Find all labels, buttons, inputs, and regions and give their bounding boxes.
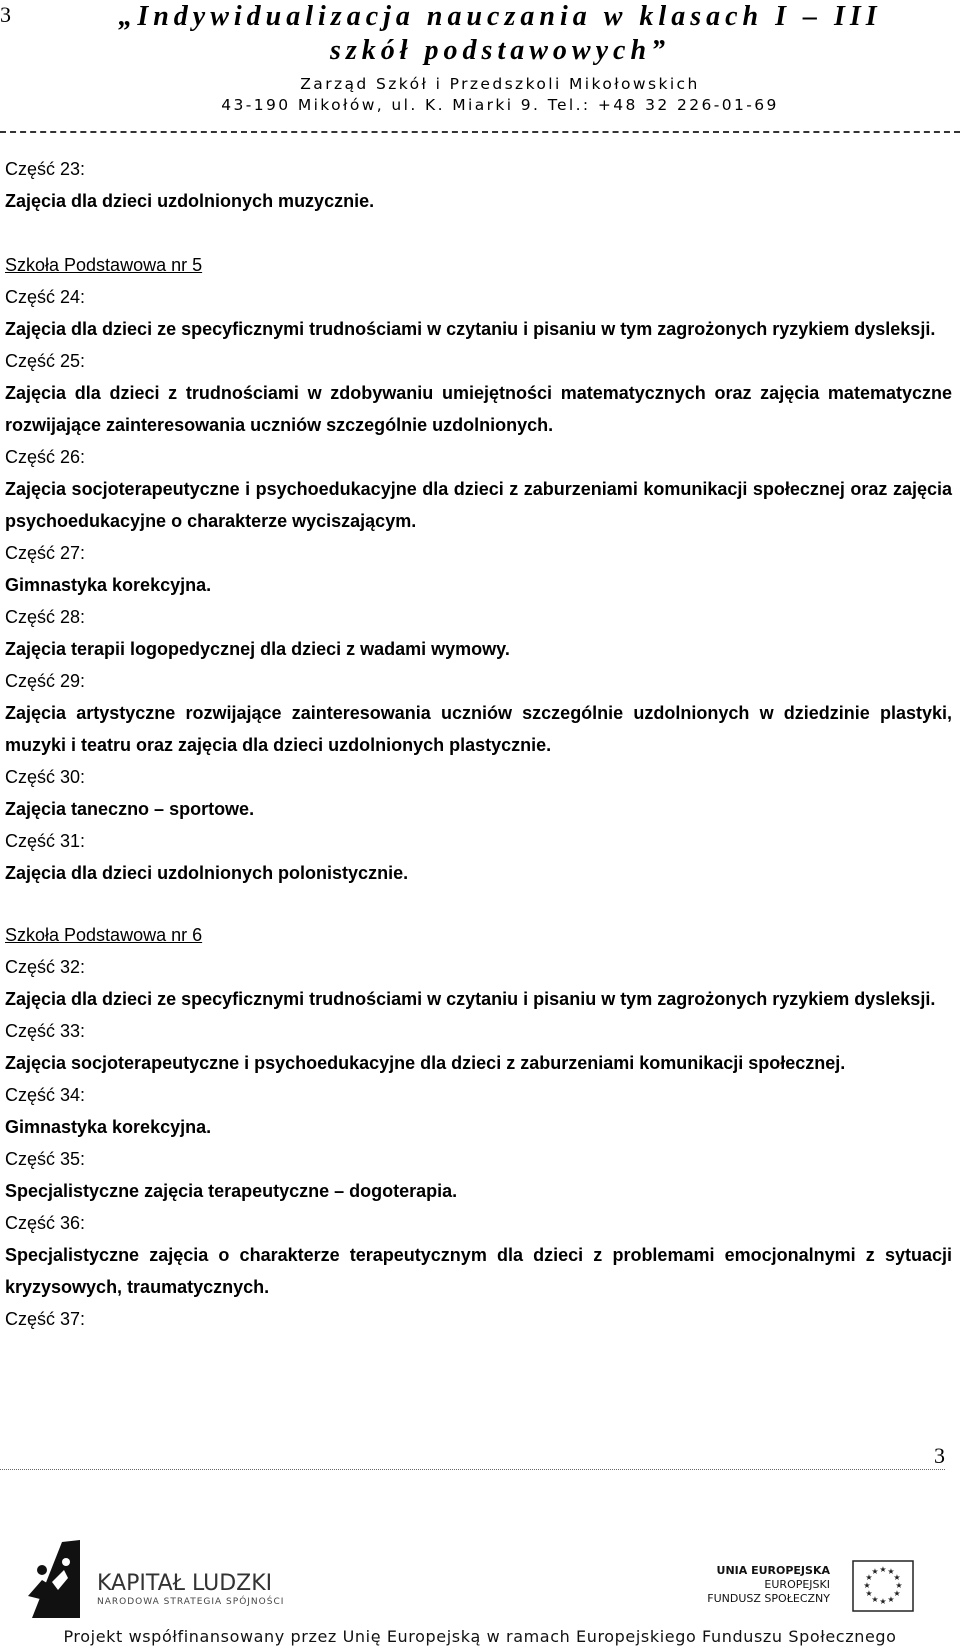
part-label: Część 24: bbox=[5, 287, 86, 307]
part-label: Część 31: bbox=[5, 831, 86, 851]
eu-union-label: UNIA EUROPEJSKA bbox=[716, 1564, 830, 1577]
part-label: Część 29: bbox=[5, 671, 86, 691]
part-label: Część 27: bbox=[5, 543, 86, 563]
part-label: Część 37: bbox=[5, 1309, 86, 1329]
part-description: Zajęcia terapii logopedycznej dla dzieci z wadami wymowy. bbox=[5, 639, 510, 659]
part-label: Część 33: bbox=[5, 1021, 86, 1041]
part-label: Część 35: bbox=[5, 1149, 86, 1169]
svg-text:★: ★ bbox=[865, 1573, 873, 1582]
part-description: Zajęcia taneczno – sportowe. bbox=[5, 799, 255, 819]
eu-fund-line2: FUNDUSZ SPOŁECZNY bbox=[707, 1592, 830, 1605]
part-description: Zajęcia dla dzieci uzdolnionych muzycznie. bbox=[5, 191, 375, 211]
school-heading: Szkoła Podstawowa nr 5 bbox=[5, 255, 203, 275]
school-heading: Szkoła Podstawowa nr 6 bbox=[5, 925, 203, 945]
part-description: Gimnastyka korekcyjna. bbox=[5, 575, 212, 595]
eu-flag-icon bbox=[852, 1560, 914, 1612]
part-label: Część 36: bbox=[5, 1213, 86, 1233]
svg-text:★: ★ bbox=[887, 1567, 895, 1576]
footer-project-note: Projekt współfinansowany przez Unię Europejską w ramach Europejskiego Funduszu Społecznego bbox=[63, 1627, 897, 1646]
part-label: Część 26: bbox=[5, 447, 86, 467]
header-title-line2: szkół podstawowych” bbox=[329, 35, 671, 66]
svg-text:★: ★ bbox=[879, 1565, 887, 1574]
part-label: Część 25: bbox=[5, 351, 86, 371]
eu-fund-line1: EUROPEJSKI bbox=[764, 1578, 830, 1591]
svg-text:★: ★ bbox=[893, 1573, 901, 1582]
kapital-ludzki-logo-icon bbox=[22, 1540, 82, 1620]
svg-text:★: ★ bbox=[863, 1581, 871, 1590]
part-description: Zajęcia dla dzieci ze specyficznymi trudnościami w czytaniu i pisaniu w tym zagrożonych ryzykiem dysleksji. bbox=[5, 989, 936, 1009]
part-description: Zajęcia dla dzieci uzdolnionych polonistycznie. bbox=[5, 863, 409, 883]
header-address: 43-190 Mikołów, ul. K. Miarki 9. Tel.: +48 32 226-01-69 bbox=[221, 96, 779, 114]
header-divider bbox=[0, 131, 960, 133]
part-label: Część 30: bbox=[5, 767, 86, 787]
svg-text:★: ★ bbox=[893, 1589, 901, 1598]
part-label: Część 28: bbox=[5, 607, 86, 627]
part-description: Zajęcia dla dzieci z trudnościami w zdobywaniu umiejętności matematycznych oraz zajęcia matematyczne rozwijające zainteresowania uczniów szczególnie uzdolnionych. bbox=[5, 383, 952, 435]
part-description: Zajęcia socjoterapeutyczne i psychoedukacyjne dla dzieci z zaburzeniami komunikacji społecznej. bbox=[5, 1053, 846, 1073]
svg-text:★: ★ bbox=[879, 1597, 887, 1606]
part-description: Zajęcia socjoterapeutyczne i psychoedukacyjne dla dzieci z zaburzeniami komunikacji społecznej oraz zajęcia psychoedukacyjne o charakterze wyciszającym. bbox=[5, 479, 952, 531]
kapital-ludzki-title: KAPITAŁ LUDZKI bbox=[97, 1571, 273, 1596]
header-organization: Zarząd Szkół i Przedszkoli Mikołowskich bbox=[300, 75, 700, 93]
page-number-bottom: 3 bbox=[934, 1443, 945, 1468]
footer-divider bbox=[0, 1469, 945, 1470]
page-number-top: 3 bbox=[0, 2, 11, 27]
part-description: Specjalistyczne zajęcia o charakterze terapeutycznym dla dzieci z problemami emocjonalnymi z sytuacji kryzysowych, traumatycznych. bbox=[5, 1245, 952, 1297]
part-label: Część 34: bbox=[5, 1085, 86, 1105]
document-body bbox=[5, 153, 952, 1335]
svg-text:★: ★ bbox=[865, 1589, 873, 1598]
part-description: Gimnastyka korekcyjna. bbox=[5, 1117, 212, 1137]
svg-text:★: ★ bbox=[887, 1595, 895, 1604]
svg-text:★: ★ bbox=[871, 1595, 879, 1604]
part-description: Zajęcia artystyczne rozwijające zainteresowania uczniów szczególnie uzdolnionych w dziedzinie plastyki, muzyki i teatru oraz zajęcia dla dzieci uzdolnionych plastycznie. bbox=[5, 703, 952, 755]
part-label: Część 32: bbox=[5, 957, 86, 977]
part-description: Zajęcia dla dzieci ze specyficznymi trudnościami w czytaniu i pisaniu w tym zagrożonych ryzykiem dysleksji. bbox=[5, 319, 936, 339]
svg-text:★: ★ bbox=[895, 1581, 903, 1590]
part-description: Specjalistyczne zajęcia terapeutyczne – dogoterapia. bbox=[5, 1181, 458, 1201]
part-label: Część 23: bbox=[5, 159, 86, 179]
svg-text:★: ★ bbox=[871, 1567, 879, 1576]
kapital-ludzki-subtitle: NARODOWA STRATEGIA SPÓJNOŚCI bbox=[97, 1597, 285, 1607]
header-title-line1: „Indywidualizacja nauczania w klasach I – III bbox=[118, 1, 882, 32]
